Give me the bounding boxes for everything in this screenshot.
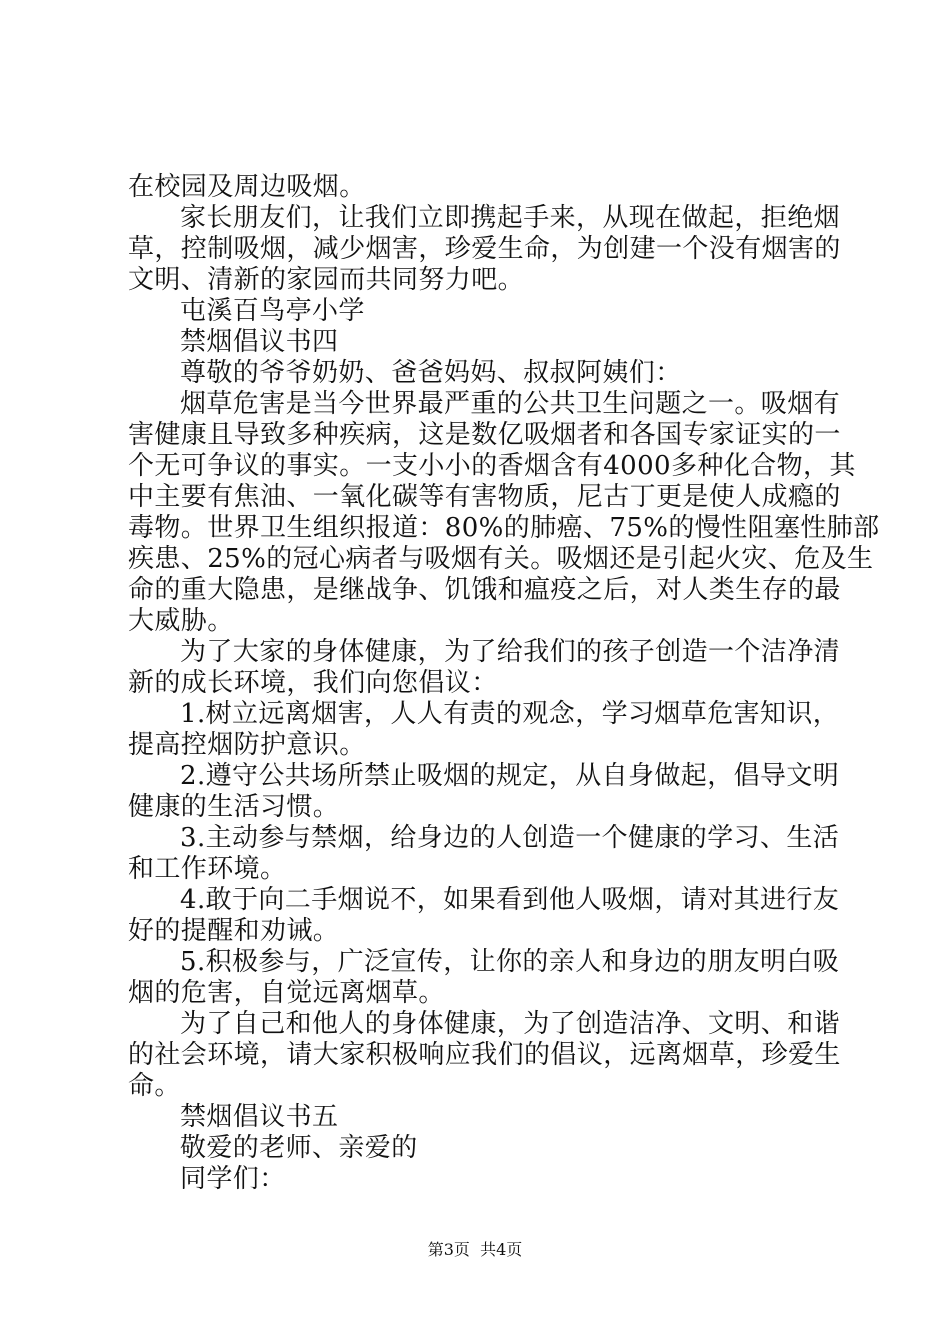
text-line: 提高控烟防护意识。 xyxy=(128,730,366,760)
text-line: 害健康且导致多种疾病，这是数亿吸烟者和各国专家证实的一 xyxy=(128,420,841,450)
text-line: 好的提醒和劝诫。 xyxy=(128,916,340,946)
text-line: 大威胁。 xyxy=(128,606,234,636)
text-line: 健康的生活习惯。 xyxy=(128,792,340,822)
text-line: 的社会环境，请大家积极响应我们的倡议，远离烟草，珍爱生 xyxy=(128,1040,841,1070)
text-line: 和工作环境。 xyxy=(128,854,287,884)
text-line: 命的重大隐患，是继战争、饥饿和瘟疫之后，对人类生存的最 xyxy=(128,575,841,605)
text-line: 新的成长环境，我们向您倡议： xyxy=(128,668,498,698)
text-line: 3.主动参与禁烟，给身边的人创造一个健康的学习、生活 xyxy=(180,823,840,853)
text-line: 烟的危害，自觉远离烟草。 xyxy=(128,978,445,1008)
text-line: 疾患、25%的冠心病者与吸烟有关。吸烟还是引起火灾、危及生 xyxy=(128,544,874,574)
text-line: 个无可争议的事实。一支小小的香烟含有4000多种化合物，其 xyxy=(128,451,856,481)
text-line: 禁烟倡议书四 xyxy=(180,327,339,357)
text-line: 为了自己和他人的身体健康，为了创造洁净、文明、和谐 xyxy=(180,1009,841,1039)
text-line: 命。 xyxy=(128,1071,181,1101)
text-line: 屯溪百鸟亭小学 xyxy=(180,296,365,326)
text-line: 为了大家的身体健康，为了给我们的孩子创造一个洁净清 xyxy=(180,637,841,667)
page-number: 第3页 共4页 xyxy=(427,1240,523,1259)
text-line: 1.树立远离烟害，人人有责的观念，学习烟草危害知识， xyxy=(180,699,840,729)
document-body xyxy=(128,172,880,1195)
text-line: 禁烟倡议书五 xyxy=(180,1102,339,1132)
text-line: 中主要有焦油、一氧化碳等有害物质，尼古丁更是使人成瘾的 xyxy=(128,482,841,512)
text-line: 文明、清新的家园而共同努力吧。 xyxy=(128,265,525,295)
page-footer xyxy=(0,1240,950,1260)
text-line: 尊敬的爷爷奶奶、爸爸妈妈、叔叔阿姨们： xyxy=(180,358,682,388)
text-line: 毒物。世界卫生组织报道：80%的肺癌、75%的慢性阻塞性肺部 xyxy=(128,513,880,543)
text-line: 家长朋友们，让我们立即携起手来，从现在做起，拒绝烟 xyxy=(180,203,841,233)
text-line: 在校园及周边吸烟。 xyxy=(128,172,366,202)
text-line: 5.积极参与，广泛宣传，让你的亲人和身边的朋友明白吸 xyxy=(180,947,840,977)
text-line: 4.敢于向二手烟说不，如果看到他人吸烟，请对其进行友 xyxy=(180,885,840,915)
text-line: 烟草危害是当今世界最严重的公共卫生问题之一。吸烟有 xyxy=(180,389,841,419)
text-line: 2.遵守公共场所禁止吸烟的规定，从自身做起，倡导文明 xyxy=(180,761,840,791)
text-line: 敬爱的老师、亲爱的 xyxy=(180,1133,418,1163)
text-line: 同学们： xyxy=(180,1164,286,1194)
text-line: 草，控制吸烟，减少烟害，珍爱生命，为创建一个没有烟害的 xyxy=(128,234,841,264)
